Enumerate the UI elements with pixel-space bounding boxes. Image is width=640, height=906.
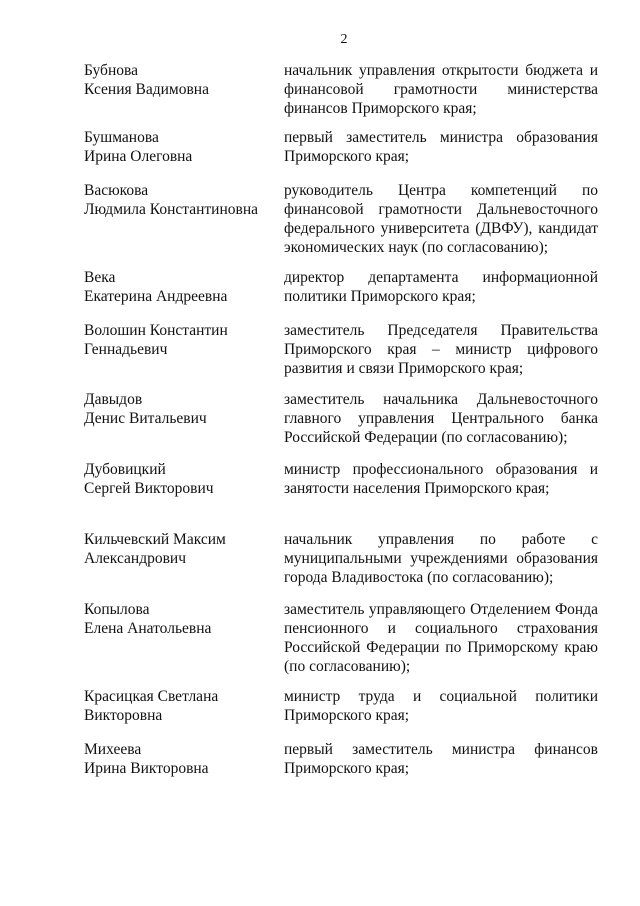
member-position: заместитель Председателя Правительства Приморского края – министр цифрового развития и связи Приморского края;	[284, 322, 598, 377]
member-position: директор департамента информационной политики Приморского края;	[284, 269, 598, 305]
page-number: 2	[340, 32, 348, 47]
member-position: заместитель начальника Дальневосточного главного управления Центрального банка Российской Федерации (по согласованию);	[284, 391, 598, 446]
member-position: начальник управления по работе с муниципальными учреждениями образования города Владивостока (по согласованию);	[284, 531, 598, 586]
member-name: Красицкая Светлана Викторовна	[84, 688, 219, 724]
member-name: Дубовицкий Сергей Викторович	[84, 461, 214, 497]
member-name: Васюкова Людмила Константиновна	[84, 182, 259, 218]
member-position: начальник управления открытости бюджета и финансовой грамотности министерства финансов Приморского края;	[284, 62, 598, 117]
member-name: Волошин Константин Геннадьевич	[84, 322, 228, 358]
member-name: Копылова Елена Анатольевна	[84, 601, 212, 637]
member-name: Михеева Ирина Викторовна	[84, 741, 209, 777]
member-position: первый заместитель министра образования Приморского края;	[284, 129, 598, 165]
member-name: Кильчевский Максим Александрович	[84, 531, 226, 567]
member-name: Века Екатерина Андреевна	[84, 269, 228, 305]
member-name: Давыдов Денис Витальевич	[84, 391, 207, 427]
member-position: заместитель управляющего Отделением Фонда пенсионного и социального страхования Российской Федерации по Приморскому краю (по согласованию);	[284, 601, 598, 675]
member-position: министр труда и социальной политики Приморского края;	[284, 688, 598, 724]
member-position: первый заместитель министра финансов Приморского края;	[284, 741, 598, 777]
member-position: руководитель Центра компетенций по финансовой грамотности Дальневосточного федерального университета (ДВФУ), кандидат экономических наук (по согласованию);	[284, 182, 598, 256]
member-position: министр профессионального образования и занятости населения Приморского края;	[284, 461, 598, 497]
member-name: Бубнова Ксения Вадимовна	[84, 62, 209, 98]
member-name: Бушманова Ирина Олеговна	[84, 129, 193, 165]
